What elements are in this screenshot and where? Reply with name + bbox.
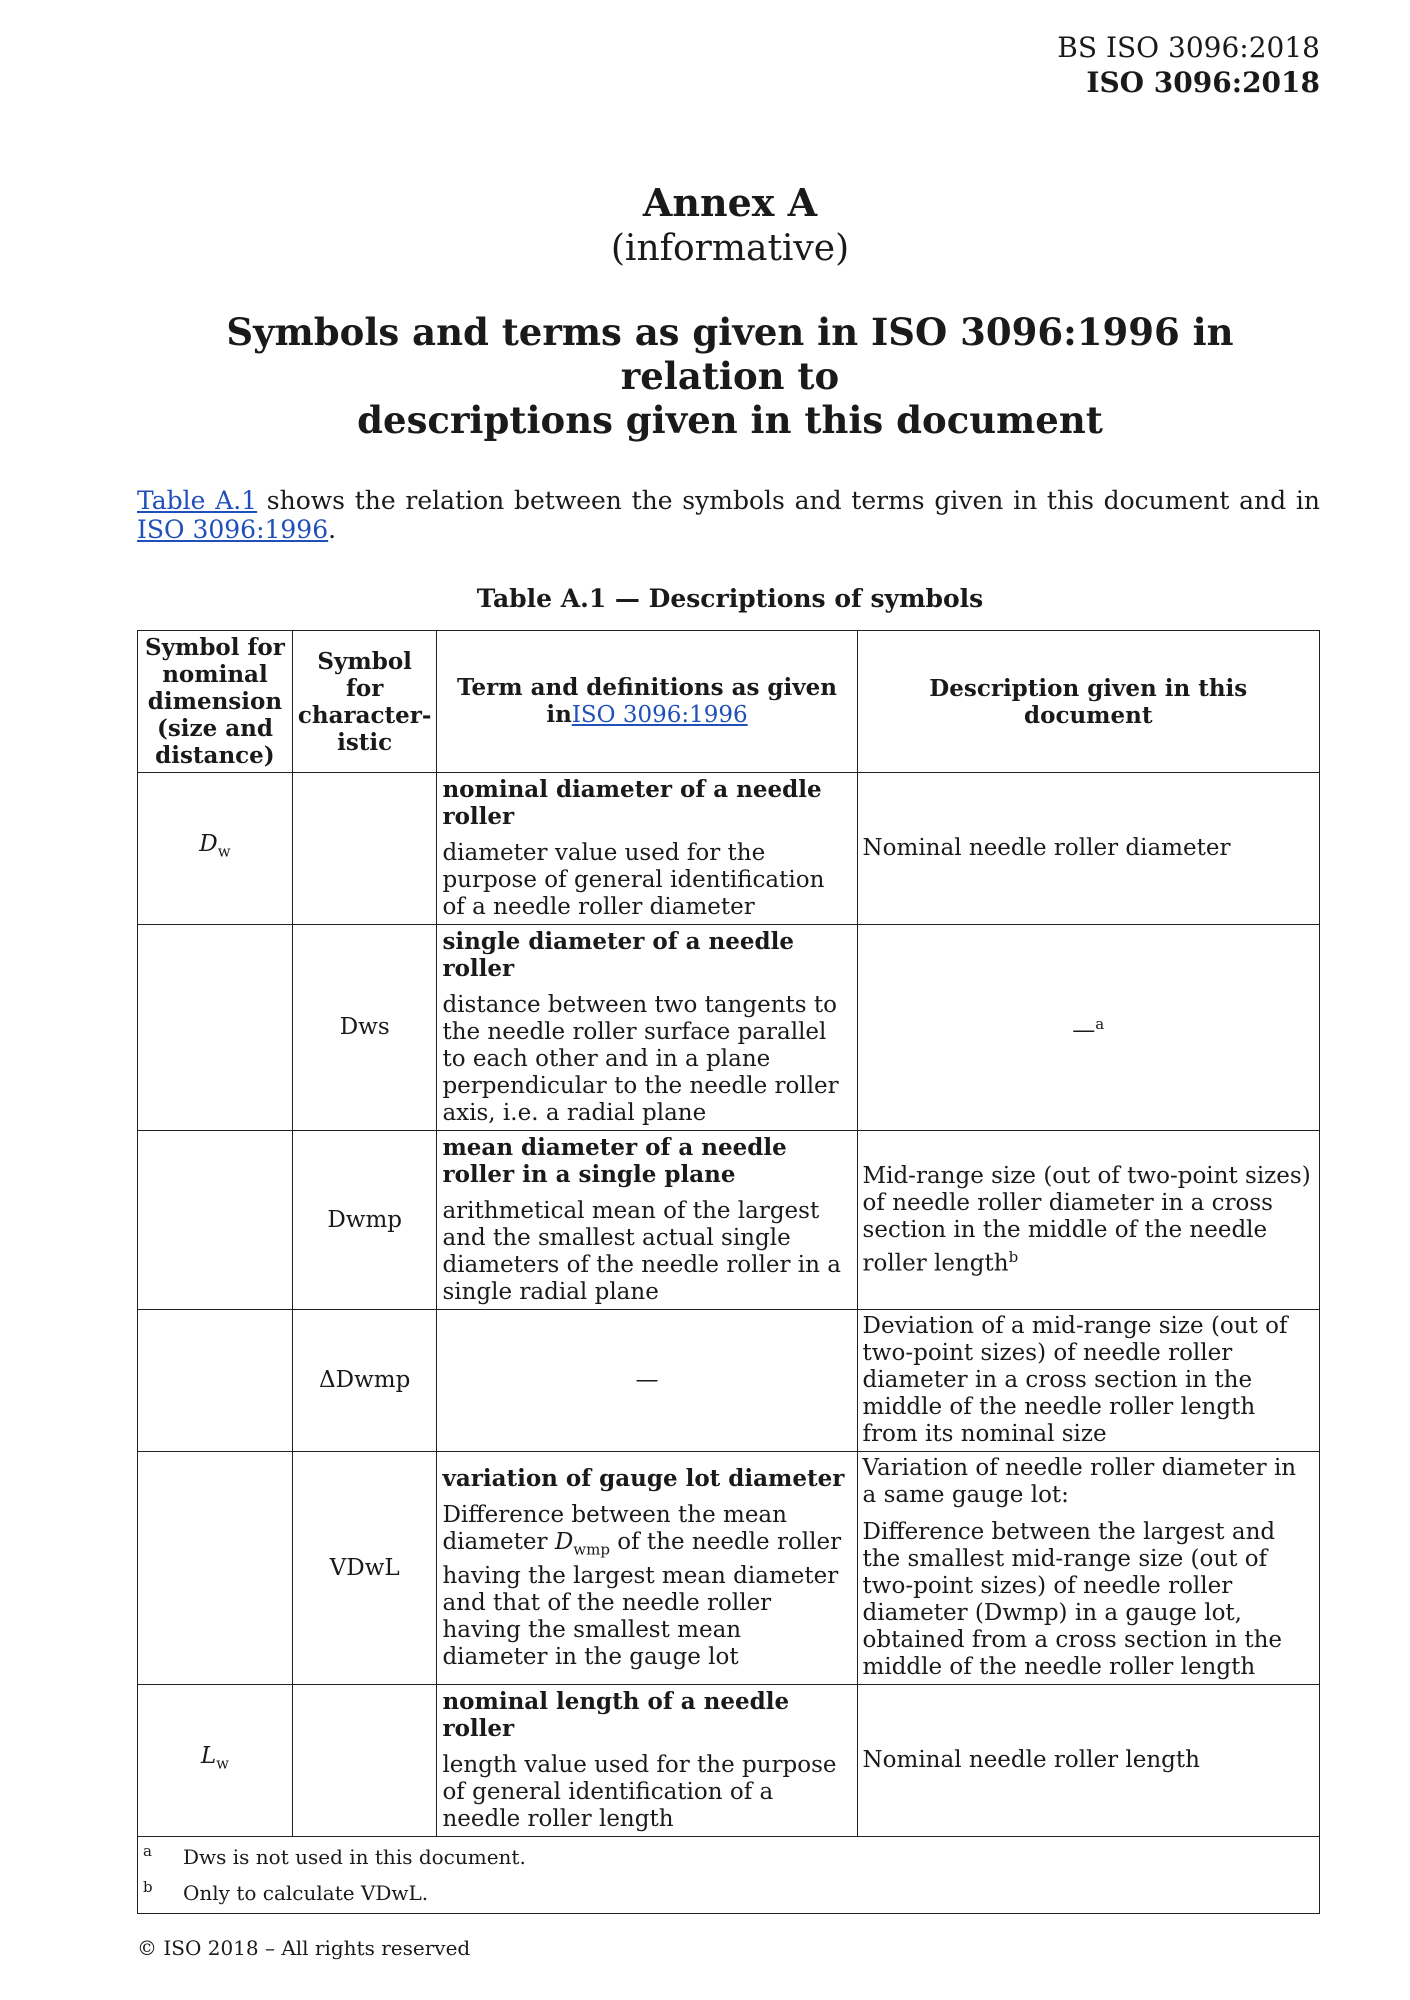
iso-3096-1996-link[interactable]: ISO 3096:1996 — [137, 515, 329, 544]
header-term-text: Term and definitions as given in — [457, 674, 837, 728]
footnotes-cell — [138, 1837, 1320, 1914]
header-nominal-symbol: Symbol for nominal dimension (size and distance) — [138, 631, 293, 773]
nominal-symbol-cell — [138, 925, 293, 1131]
characteristic-cell: Dws — [292, 925, 437, 1131]
description-cell: Deviation of a mid-range size (out of two-point sizes) of needle roller diameter in a cross section in the middle of the needle roller length from its nominal size — [857, 1310, 1319, 1452]
term-definition: Difference between the mean diameter $D_{wmp}$ of the needle roller having the largest mean diameter and that of the needle roller having the smallest mean diameter in the gauge lot — [442, 1501, 842, 1671]
intro-text: shows the relation between the symbols and terms given in this document and in — [257, 486, 1320, 515]
annex-heading-line2: descriptions given in this document — [357, 398, 1103, 442]
characteristic-cell: VDwL — [292, 1452, 437, 1685]
table-row — [138, 773, 1320, 925]
table-header-row — [138, 631, 1320, 773]
description-cell: —$^a$ — [857, 925, 1319, 1131]
term-name: single diameter of a needle roller — [442, 928, 794, 982]
description-cell: Mid-range size (out of two-point sizes) of needle roller diameter in a cross section in the middle of the needle roller length$^b$ — [857, 1131, 1319, 1310]
description-title: Variation of needle roller diameter in a same gauge lot: — [862, 1455, 1297, 1508]
characteristic-cell: Dwmp — [292, 1131, 437, 1310]
term-definition: distance between two tangents to the needle roller surface parallel to each other and in a plane perpendicular to the needle roller axis, i.e. a radial plane — [442, 992, 839, 1126]
term-name: mean diameter of a needle roller in a single plane — [442, 1134, 787, 1188]
table-row — [138, 1310, 1320, 1452]
term-cell — [437, 1685, 857, 1837]
intro-paragraph — [137, 486, 1320, 544]
footnote: b Only to calculate VDwL. — [143, 1878, 429, 1905]
term-definition: arithmetical mean of the largest and the smallest actual single diameters of the needle roller in a single radial plane — [442, 1198, 841, 1305]
iso-standard-number: ISO 3096:2018 — [1086, 66, 1320, 99]
term-cell — [437, 925, 857, 1131]
term-definition: diameter value used for the purpose of general identification of a needle roller diameter — [442, 840, 825, 920]
annex-heading-line1: Symbols and terms as given in ISO 3096:1996 in relation to — [226, 310, 1234, 398]
nominal-symbol: L — [200, 1743, 217, 1770]
annex-title: Annex A — [642, 180, 818, 225]
characteristic-cell: ΔDwmp — [292, 1310, 437, 1452]
bs-standard-number: BS ISO 3096:2018 — [1057, 31, 1320, 64]
term-cell — [437, 773, 857, 925]
nominal-symbol-cell: $D_w$ — [138, 773, 293, 925]
footnote-ref-a: a — [1095, 1014, 1105, 1033]
table-row — [138, 1452, 1320, 1685]
document-header — [1057, 30, 1320, 100]
annex-main-heading — [170, 310, 1290, 442]
table-footnotes — [138, 1837, 1320, 1914]
header-characteristic-symbol: Symbol for character-istic — [292, 631, 437, 773]
term-definition: length value used for the purpose of general identification of a needle roller length — [442, 1752, 837, 1832]
copyright-footer: © ISO 2018 – All rights reserved — [137, 1936, 471, 1960]
annex-subtitle: (informative) — [610, 228, 850, 269]
table-row — [138, 925, 1320, 1131]
nominal-symbol-cell: $L_w$ — [138, 1685, 293, 1837]
footnote: a Dws is not used in this document. — [143, 1842, 526, 1869]
description-text: Difference between the largest and the smallest mid-range size (out of two-point sizes) of needle roller diameter (Dwmp) in a gauge lot, obtained from a cross section in the middle of the needle roller length — [862, 1519, 1283, 1680]
term-cell — [437, 1452, 857, 1685]
table-row — [138, 1685, 1320, 1837]
table-row — [138, 1131, 1320, 1310]
characteristic-cell — [292, 773, 437, 925]
nominal-symbol: D — [199, 831, 218, 858]
description-cell: Nominal needle roller diameter — [857, 773, 1319, 925]
term-name: nominal diameter of a needle roller — [442, 776, 822, 830]
nominal-symbol-cell — [138, 1131, 293, 1310]
term-name: nominal length of a needle roller — [442, 1688, 790, 1742]
table-a1-link[interactable]: Table A.1 — [137, 486, 258, 515]
term-cell: — — [437, 1310, 857, 1452]
description-cell — [857, 1452, 1319, 1685]
table-caption: Table A.1 — Descriptions of symbols — [476, 584, 984, 613]
header-iso-link[interactable]: ISO 3096:1996 — [571, 702, 748, 728]
nominal-symbol-cell — [138, 1310, 293, 1452]
intro-end: . — [328, 515, 337, 544]
description-cell: Nominal needle roller length — [857, 1685, 1319, 1837]
footnote-ref-b: b — [1008, 1247, 1019, 1266]
symbols-table — [137, 630, 1320, 1914]
annex-heading — [0, 180, 1410, 272]
characteristic-cell — [292, 1685, 437, 1837]
header-description: Description given in this document — [857, 631, 1319, 773]
header-term-definitions — [437, 631, 857, 773]
nominal-symbol-cell — [138, 1452, 293, 1685]
term-name: variation of gauge lot diameter — [442, 1464, 845, 1492]
term-cell — [437, 1131, 857, 1310]
